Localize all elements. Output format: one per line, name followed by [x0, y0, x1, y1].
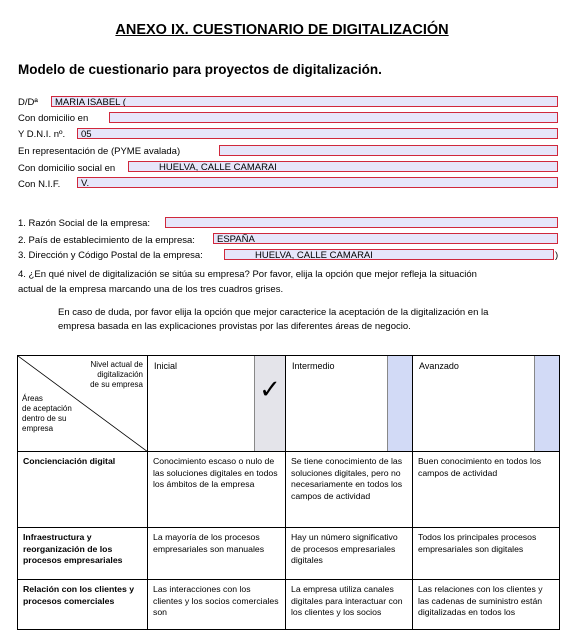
table-row: [18, 452, 560, 528]
name-label: D/Dª: [18, 97, 38, 108]
column-inicial-label: Inicial: [154, 361, 178, 371]
country-field[interactable]: ESPAÑA: [213, 233, 558, 244]
inicial-cell: La mayoría de los procesos empresariales son manuales: [148, 528, 286, 580]
question-4-note-1: En caso de duda, por favor elija la opción que mejor caracterice la aceptación de la digitalización en la: [58, 307, 489, 318]
social-address-label: Con domicilio social en: [18, 163, 116, 174]
nif-field[interactable]: V.: [77, 177, 558, 188]
question-4-note-2: empresa basada en las explicaciones provistas por las diferentes áreas de negocio.: [58, 321, 411, 332]
column-avanzado: [413, 356, 560, 452]
table-row: [18, 528, 560, 580]
company-address-suffix: ): [555, 250, 559, 261]
representation-field[interactable]: [219, 145, 558, 156]
avanzado-checkbox[interactable]: [534, 356, 559, 451]
avanzado-cell: Buen conocimiento en todos los campos de actividad: [413, 452, 560, 528]
document-title: ANEXO IX. CUESTIONARIO DE DIGITALIZACIÓN: [115, 22, 449, 38]
corner-area-label: Áreas de aceptación dentro de su empresa: [22, 394, 72, 433]
table-row: [18, 580, 560, 630]
column-intermedio-label: Intermedio: [292, 361, 335, 371]
intermedio-cell: Hay un número significativo de procesos empresariales digitales: [286, 528, 413, 580]
company-name-label: 1. Razón Social de la empresa:: [18, 218, 151, 229]
representation-label: En representación de (PYME avalada): [18, 146, 181, 157]
intermedio-cell: Se tiene conocimiento de las soluciones digitales, pero no necesariamente en todos los campos de actividad: [286, 452, 413, 528]
country-label: 2. País de establecimiento de la empresa:: [18, 235, 195, 246]
address-field[interactable]: [109, 112, 558, 123]
address-label: Con domicilio en: [18, 113, 89, 124]
checkmark-icon: ✓: [259, 374, 281, 404]
nif-label: Con N.I.F.: [18, 179, 61, 190]
area-cell: Infraestructura y reorganización de los procesos empresariales: [18, 528, 148, 580]
dni-label: Y D.N.I. nº.: [18, 129, 66, 140]
column-inicial: [148, 356, 286, 452]
company-address-field[interactable]: HUELVA, CALLE CAMARAI: [224, 249, 554, 260]
company-name-field[interactable]: [165, 217, 558, 228]
area-cell: Relación con los clientes y procesos comerciales: [18, 580, 148, 630]
question-4-line-2: actual de la empresa marcando una de los tres cuadros grises.: [18, 284, 284, 295]
intermedio-checkbox[interactable]: [387, 356, 412, 451]
inicial-cell: Conocimiento escaso o nulo de las soluciones digitales en todos los ámbitos de la empresa: [148, 452, 286, 528]
inicial-cell: Las interacciones con los clientes y los socios comerciales son: [148, 580, 286, 630]
table-corner-cell: [18, 356, 148, 452]
column-avanzado-label: Avanzado: [419, 361, 459, 371]
document-subtitle: Modelo de cuestionario para proyectos de digitalización.: [18, 62, 382, 77]
name-field[interactable]: MARIA ISABEL (: [51, 96, 558, 107]
avanzado-cell: Las relaciones con los clientes y las cadenas de suministro están digitalizadas en todos los: [413, 580, 560, 630]
column-intermedio: [286, 356, 413, 452]
company-address-label: 3. Dirección y Código Postal de la empresa:: [18, 250, 203, 261]
social-address-field[interactable]: HUELVA, CALLE CAMARAI: [128, 161, 558, 172]
intermedio-cell: La empresa utiliza canales digitales para interactuar con los clientes y los socios: [286, 580, 413, 630]
question-4-line-1: 4. ¿En qué nivel de digitalización se sitúa su empresa? Por favor, elija la opción que mejor refleja la situación: [18, 269, 477, 280]
dni-field[interactable]: 05: [77, 128, 558, 139]
digitalization-table: [17, 355, 560, 630]
area-cell: Concienciación digital: [18, 452, 148, 528]
avanzado-cell: Todos los principales procesos empresariales son digitales: [413, 528, 560, 580]
table-header-row: [18, 356, 560, 452]
corner-level-label: Nivel actual de digitalización de su empresa: [90, 360, 143, 389]
